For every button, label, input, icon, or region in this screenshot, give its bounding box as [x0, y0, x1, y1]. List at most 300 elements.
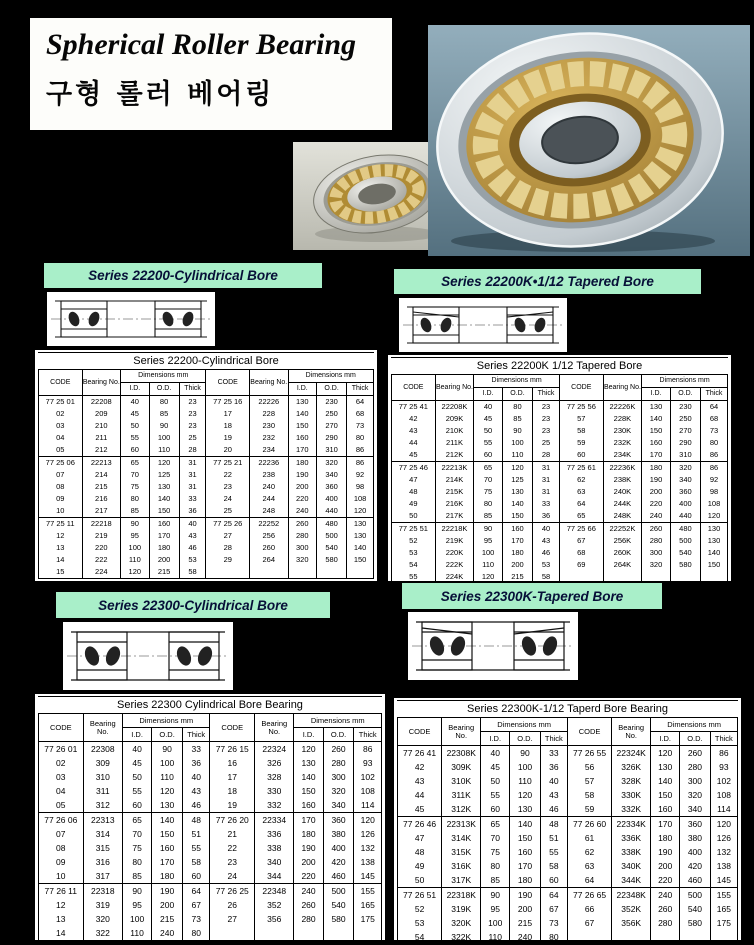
- thick-cell: 36: [540, 760, 567, 774]
- row-group: [392, 523, 728, 584]
- thick-cell: 40: [179, 518, 206, 531]
- code-cell: 05: [39, 444, 83, 457]
- table-row: [392, 535, 728, 547]
- table-row: [39, 396, 374, 409]
- col-header-thick: Thick: [533, 388, 560, 401]
- id-cell: 55: [474, 437, 503, 449]
- code-cell: 13: [39, 912, 84, 926]
- row-group: [39, 457, 374, 518]
- od-cell: 80: [502, 401, 532, 414]
- table-row: [392, 437, 728, 449]
- bearing-no-cell: 22226: [250, 396, 289, 409]
- od-cell: 150: [502, 510, 532, 523]
- col-header-code: CODE: [39, 714, 84, 742]
- thick-cell: 36: [533, 510, 560, 523]
- col-header-id: I.D.: [294, 728, 323, 742]
- thick-cell: 23: [179, 396, 206, 409]
- bearing-no-cell: 22308: [83, 742, 122, 757]
- od-cell: 540: [670, 547, 700, 559]
- code-cell: [559, 571, 603, 584]
- bearing-no-cell: 317K: [442, 873, 481, 888]
- series-22300k-cross-section-diagram: [408, 612, 578, 680]
- thick-cell: 132: [354, 841, 382, 855]
- bearing-no-cell: 22208K: [435, 401, 474, 414]
- bearing-no-cell: 356K: [612, 916, 651, 930]
- col-header-dimensions: Dimensions mm: [121, 370, 206, 383]
- code-cell: 10: [39, 505, 83, 518]
- code-cell: 17: [206, 408, 250, 420]
- col-header-id: I.D.: [121, 383, 149, 396]
- thick-cell: 98: [347, 481, 374, 493]
- id-cell: 220: [651, 873, 680, 888]
- bearing-no-cell: 214K: [435, 474, 474, 486]
- code-cell: 64: [567, 873, 611, 888]
- od-cell: 260: [323, 742, 354, 757]
- bearing-no-cell: 338K: [612, 845, 651, 859]
- bearing-no-cell: 310: [83, 770, 122, 784]
- code-cell: 43: [392, 425, 436, 437]
- bearing-no-cell: 309: [83, 756, 122, 770]
- table-title: Series 22300 Cylindrical Bore Bearing: [38, 696, 382, 713]
- table-row: [39, 798, 382, 813]
- od-cell: [670, 571, 700, 584]
- code-cell: 59: [567, 802, 611, 817]
- series-label-text: Series 22300K-Tapered Bore: [440, 588, 624, 604]
- series-22200-label: [44, 263, 322, 288]
- od-cell: 150: [149, 505, 179, 518]
- od-cell: 200: [149, 554, 179, 566]
- code-cell: 68: [559, 547, 603, 559]
- id-cell: 60: [474, 449, 503, 462]
- od-cell: 230: [317, 396, 347, 409]
- code-cell: 13: [39, 542, 83, 554]
- bearing-no-cell: 232: [250, 432, 289, 444]
- code-cell: 27: [210, 912, 255, 926]
- thick-cell: 175: [710, 916, 737, 930]
- bearing-no-cell: 22218K: [435, 523, 474, 536]
- od-cell: 160: [149, 518, 179, 531]
- row-group: [39, 884, 382, 941]
- col-header-dimensions: Dimensions mm: [294, 714, 382, 728]
- thick-cell: 155: [354, 884, 382, 899]
- code-cell: 77 25 51: [392, 523, 436, 536]
- od-cell: 400: [680, 845, 711, 859]
- table-row: [398, 802, 738, 817]
- code-cell: 43: [398, 774, 442, 788]
- col-header-dimensions: Dimensions mm: [474, 375, 560, 388]
- bearing-no-cell: 316K: [442, 859, 481, 873]
- id-cell: 50: [121, 420, 149, 432]
- id-cell: 120: [121, 566, 149, 579]
- id-cell: 60: [481, 802, 510, 817]
- bearing-no-cell: 344: [255, 869, 294, 884]
- code-cell: 28: [206, 542, 250, 554]
- od-cell: 130: [152, 798, 183, 813]
- bearing-no-cell: 319K: [442, 902, 481, 916]
- od-cell: 500: [680, 888, 711, 903]
- table-row: [39, 505, 374, 518]
- row-group: [398, 746, 738, 817]
- bearing-no-cell: 356: [255, 912, 294, 926]
- row-group: [39, 518, 374, 579]
- od-cell: 100: [502, 437, 532, 449]
- code-cell: [567, 930, 611, 945]
- bearing-no-cell: 234: [250, 444, 289, 457]
- table-row: [39, 566, 374, 579]
- code-cell: 07: [39, 827, 84, 841]
- id-cell: 260: [651, 902, 680, 916]
- od-cell: 140: [152, 813, 183, 828]
- od-cell: 170: [149, 530, 179, 542]
- thick-cell: 132: [710, 845, 737, 859]
- od-cell: 320: [317, 457, 347, 470]
- od-cell: 580: [670, 559, 700, 571]
- col-header-id: I.D.: [288, 383, 316, 396]
- thick-cell: 23: [179, 408, 206, 420]
- thick-cell: [701, 571, 728, 584]
- bearing-no-cell: 338: [255, 841, 294, 855]
- bearing-no-cell: 238: [250, 469, 289, 481]
- od-cell: 85: [502, 413, 532, 425]
- code-cell: 77 26 46: [398, 817, 442, 832]
- row-group: [39, 742, 382, 813]
- bearing-no-cell: 340: [255, 855, 294, 869]
- code-cell: 14: [39, 554, 83, 566]
- thick-cell: 60: [540, 873, 567, 888]
- table-row: [398, 902, 738, 916]
- col-header-dimensions: Dimensions mm: [642, 375, 728, 388]
- code-cell: 53: [392, 547, 436, 559]
- od-cell: 230: [670, 401, 700, 414]
- od-cell: 80: [149, 396, 179, 409]
- thick-cell: 40: [183, 770, 210, 784]
- bearing-no-cell: 22318: [83, 884, 122, 899]
- table-row: [39, 554, 374, 566]
- od-cell: 120: [510, 788, 541, 802]
- thick-cell: 120: [347, 505, 374, 518]
- thick-cell: 58: [183, 855, 210, 869]
- id-cell: 220: [642, 498, 671, 510]
- table-row: [39, 869, 382, 884]
- thick-cell: 55: [183, 841, 210, 855]
- od-cell: 460: [680, 873, 711, 888]
- od-cell: 500: [323, 884, 354, 899]
- code-cell: 17: [210, 770, 255, 784]
- code-cell: 63: [567, 859, 611, 873]
- table-row: [398, 817, 738, 832]
- od-cell: 270: [317, 420, 347, 432]
- table-row: [392, 510, 728, 523]
- od-cell: 150: [510, 831, 541, 845]
- id-cell: 150: [642, 425, 671, 437]
- od-cell: 130: [149, 481, 179, 493]
- thick-cell: 114: [354, 798, 382, 813]
- id-cell: 80: [481, 859, 510, 873]
- series-22300k-label: [402, 583, 662, 609]
- code-cell: 08: [39, 841, 84, 855]
- thick-cell: 31: [533, 474, 560, 486]
- col-header-od: O.D.: [152, 728, 183, 742]
- thick-cell: 92: [701, 474, 728, 486]
- table-row: [39, 742, 382, 757]
- id-cell: 180: [642, 462, 671, 475]
- thick-cell: 102: [710, 774, 737, 788]
- col-header-od: O.D.: [317, 383, 347, 396]
- id-cell: 260: [288, 518, 316, 531]
- code-cell: 12: [39, 898, 84, 912]
- id-cell: 75: [123, 841, 152, 855]
- bearing-no-cell: 22236: [250, 457, 289, 470]
- id-cell: 120: [294, 742, 323, 757]
- table-row: [39, 841, 382, 855]
- bearing-no-cell: 312K: [442, 802, 481, 817]
- id-cell: 95: [121, 530, 149, 542]
- bearing-no-cell: 315K: [442, 845, 481, 859]
- code-cell: 26: [210, 898, 255, 912]
- id-cell: 95: [123, 898, 152, 912]
- code-cell: 77 26 15: [210, 742, 255, 757]
- id-cell: 130: [288, 396, 316, 409]
- table-row: [392, 449, 728, 462]
- id-cell: 100: [123, 912, 152, 926]
- thick-cell: 126: [354, 827, 382, 841]
- id-cell: 45: [121, 408, 149, 420]
- thick-cell: [710, 930, 737, 945]
- code-cell: 52: [398, 902, 442, 916]
- od-cell: 270: [670, 425, 700, 437]
- code-cell: 62: [567, 845, 611, 859]
- thick-cell: 48: [540, 817, 567, 832]
- thick-cell: 86: [701, 462, 728, 475]
- col-header-bearing-no: Bearing No.: [435, 375, 474, 401]
- col-header-code: CODE: [39, 370, 83, 396]
- code-cell: 03: [39, 770, 84, 784]
- thick-cell: 46: [540, 802, 567, 817]
- thick-cell: 53: [533, 559, 560, 571]
- id-cell: 65: [481, 817, 510, 832]
- od-cell: 170: [510, 859, 541, 873]
- od-cell: 160: [152, 841, 183, 855]
- od-cell: 215: [152, 912, 183, 926]
- id-cell: 65: [474, 462, 503, 475]
- thick-cell: 31: [533, 486, 560, 498]
- code-cell: 18: [206, 420, 250, 432]
- od-cell: 310: [670, 449, 700, 462]
- id-cell: 160: [288, 432, 316, 444]
- row-group: [398, 817, 738, 888]
- id-cell: 130: [642, 401, 671, 414]
- id-cell: 110: [123, 926, 152, 941]
- code-cell: 18: [210, 784, 255, 798]
- od-cell: 160: [502, 523, 532, 536]
- thick-cell: 120: [354, 813, 382, 828]
- id-cell: 75: [481, 845, 510, 859]
- code-cell: 77 25 56: [559, 401, 603, 414]
- code-cell: 65: [559, 510, 603, 523]
- od-cell: 300: [323, 770, 354, 784]
- code-cell: 63: [559, 486, 603, 498]
- bearing-no-cell: 219: [82, 530, 121, 542]
- table-title: Series 22200K 1/12 Tapered Bore: [391, 357, 728, 374]
- thick-cell: 31: [179, 481, 206, 493]
- thick-cell: 73: [540, 916, 567, 930]
- od-cell: 250: [670, 413, 700, 425]
- bearing-no-cell: 340K: [612, 859, 651, 873]
- thick-cell: 108: [701, 498, 728, 510]
- od-cell: 440: [317, 505, 347, 518]
- thick-cell: 80: [183, 926, 210, 941]
- code-cell: 45: [398, 802, 442, 817]
- thick-cell: 43: [183, 784, 210, 798]
- code-cell: [206, 566, 250, 579]
- bearing-no-cell: 22208: [82, 396, 121, 409]
- code-cell: 12: [39, 530, 83, 542]
- id-cell: 130: [294, 756, 323, 770]
- table-row: [392, 571, 728, 584]
- code-cell: 19: [206, 432, 250, 444]
- table-row: [392, 401, 728, 414]
- bearing-no-cell: 336K: [612, 831, 651, 845]
- id-cell: 280: [651, 916, 680, 930]
- bearing-no-cell: 310K: [442, 774, 481, 788]
- thick-cell: 86: [347, 444, 374, 457]
- bearing-no-cell: 214: [82, 469, 121, 481]
- id-cell: 55: [481, 788, 510, 802]
- code-cell: 27: [206, 530, 250, 542]
- od-cell: 180: [510, 873, 541, 888]
- table-row: [39, 898, 382, 912]
- bearing-no-cell: 320K: [442, 916, 481, 930]
- thick-cell: 165: [710, 902, 737, 916]
- code-cell: 07: [39, 469, 83, 481]
- bearing-no-cell: 22252K: [603, 523, 642, 536]
- id-cell: 130: [651, 760, 680, 774]
- code-cell: 24: [206, 493, 250, 505]
- col-header-id: I.D.: [481, 732, 510, 746]
- table-row: [39, 884, 382, 899]
- bearing-no-cell: 326K: [612, 760, 651, 774]
- od-cell: 540: [323, 898, 354, 912]
- table-row: [398, 760, 738, 774]
- table-row: [392, 547, 728, 559]
- od-cell: 380: [680, 831, 711, 845]
- id-cell: 60: [123, 798, 152, 813]
- id-cell: 200: [294, 855, 323, 869]
- code-cell: 42: [398, 760, 442, 774]
- id-cell: 150: [294, 784, 323, 798]
- code-cell: 77 26 65: [567, 888, 611, 903]
- series-22300-label: [56, 592, 330, 618]
- table-row: [398, 930, 738, 945]
- bearing-no-cell: 326: [255, 756, 294, 770]
- thick-cell: 23: [179, 420, 206, 432]
- thick-cell: 31: [179, 469, 206, 481]
- bearing-no-cell: 22324: [255, 742, 294, 757]
- thick-cell: 86: [701, 449, 728, 462]
- table-row: [398, 831, 738, 845]
- code-cell: 77 25 61: [559, 462, 603, 475]
- od-cell: 125: [502, 474, 532, 486]
- col-header-thick: Thick: [183, 728, 210, 742]
- code-cell: 42: [392, 413, 436, 425]
- code-cell: 50: [398, 873, 442, 888]
- od-cell: 290: [670, 437, 700, 449]
- thick-cell: 155: [710, 888, 737, 903]
- thick-cell: 73: [183, 912, 210, 926]
- thick-cell: 108: [710, 788, 737, 802]
- bearing-no-cell: 248K: [603, 510, 642, 523]
- table-row: [39, 420, 374, 432]
- od-cell: 120: [149, 457, 179, 470]
- thick-cell: 120: [710, 817, 737, 832]
- bearing-no-cell: 216K: [435, 498, 474, 510]
- code-cell: 44: [392, 437, 436, 449]
- col-header-id: I.D.: [123, 728, 152, 742]
- col-header-code: CODE: [567, 718, 611, 746]
- id-cell: 140: [294, 770, 323, 784]
- od-cell: 150: [152, 827, 183, 841]
- code-cell: 15: [39, 566, 83, 579]
- thick-cell: 64: [183, 884, 210, 899]
- code-cell: 22: [206, 469, 250, 481]
- id-cell: 110: [474, 559, 503, 571]
- thick-cell: 40: [540, 774, 567, 788]
- id-cell: 40: [123, 742, 152, 757]
- col-header-od: O.D.: [502, 388, 532, 401]
- id-cell: 45: [474, 413, 503, 425]
- od-cell: 100: [152, 756, 183, 770]
- id-cell: [642, 571, 671, 584]
- od-cell: 110: [149, 444, 179, 457]
- bearing-no-cell: 22218: [82, 518, 121, 531]
- id-cell: 45: [481, 760, 510, 774]
- bearing-no-cell: 220: [82, 542, 121, 554]
- thick-cell: 68: [701, 413, 728, 425]
- od-cell: 85: [149, 408, 179, 420]
- code-cell: 77 26 01: [39, 742, 84, 757]
- bearing-no-cell: 219K: [435, 535, 474, 547]
- code-cell: 22: [210, 841, 255, 855]
- code-cell: 04: [39, 784, 84, 798]
- id-cell: 75: [121, 481, 149, 493]
- col-header-thick: Thick: [354, 728, 382, 742]
- od-cell: 90: [510, 746, 541, 761]
- thick-cell: 48: [183, 813, 210, 828]
- id-cell: 150: [288, 420, 316, 432]
- id-cell: 260: [294, 898, 323, 912]
- table-row: [39, 444, 374, 457]
- od-cell: 280: [323, 756, 354, 770]
- bearing-no-cell: 314K: [442, 831, 481, 845]
- series-22200k-table-panel: [388, 355, 731, 581]
- table-row: [392, 474, 728, 486]
- od-cell: 215: [510, 916, 541, 930]
- table-row: [39, 481, 374, 493]
- id-cell: 90: [474, 523, 503, 536]
- code-cell: [210, 926, 255, 941]
- bearing-no-cell: 244K: [603, 498, 642, 510]
- bearing-no-cell: 264: [250, 554, 289, 566]
- table-row: [398, 888, 738, 903]
- od-cell: 340: [670, 474, 700, 486]
- bearing-no-cell: 312: [83, 798, 122, 813]
- id-cell: 200: [642, 486, 671, 498]
- code-cell: 67: [567, 916, 611, 930]
- id-cell: 160: [642, 437, 671, 449]
- table-row: [39, 408, 374, 420]
- thick-cell: 43: [179, 530, 206, 542]
- series-22300-dimensions-table: [38, 713, 382, 941]
